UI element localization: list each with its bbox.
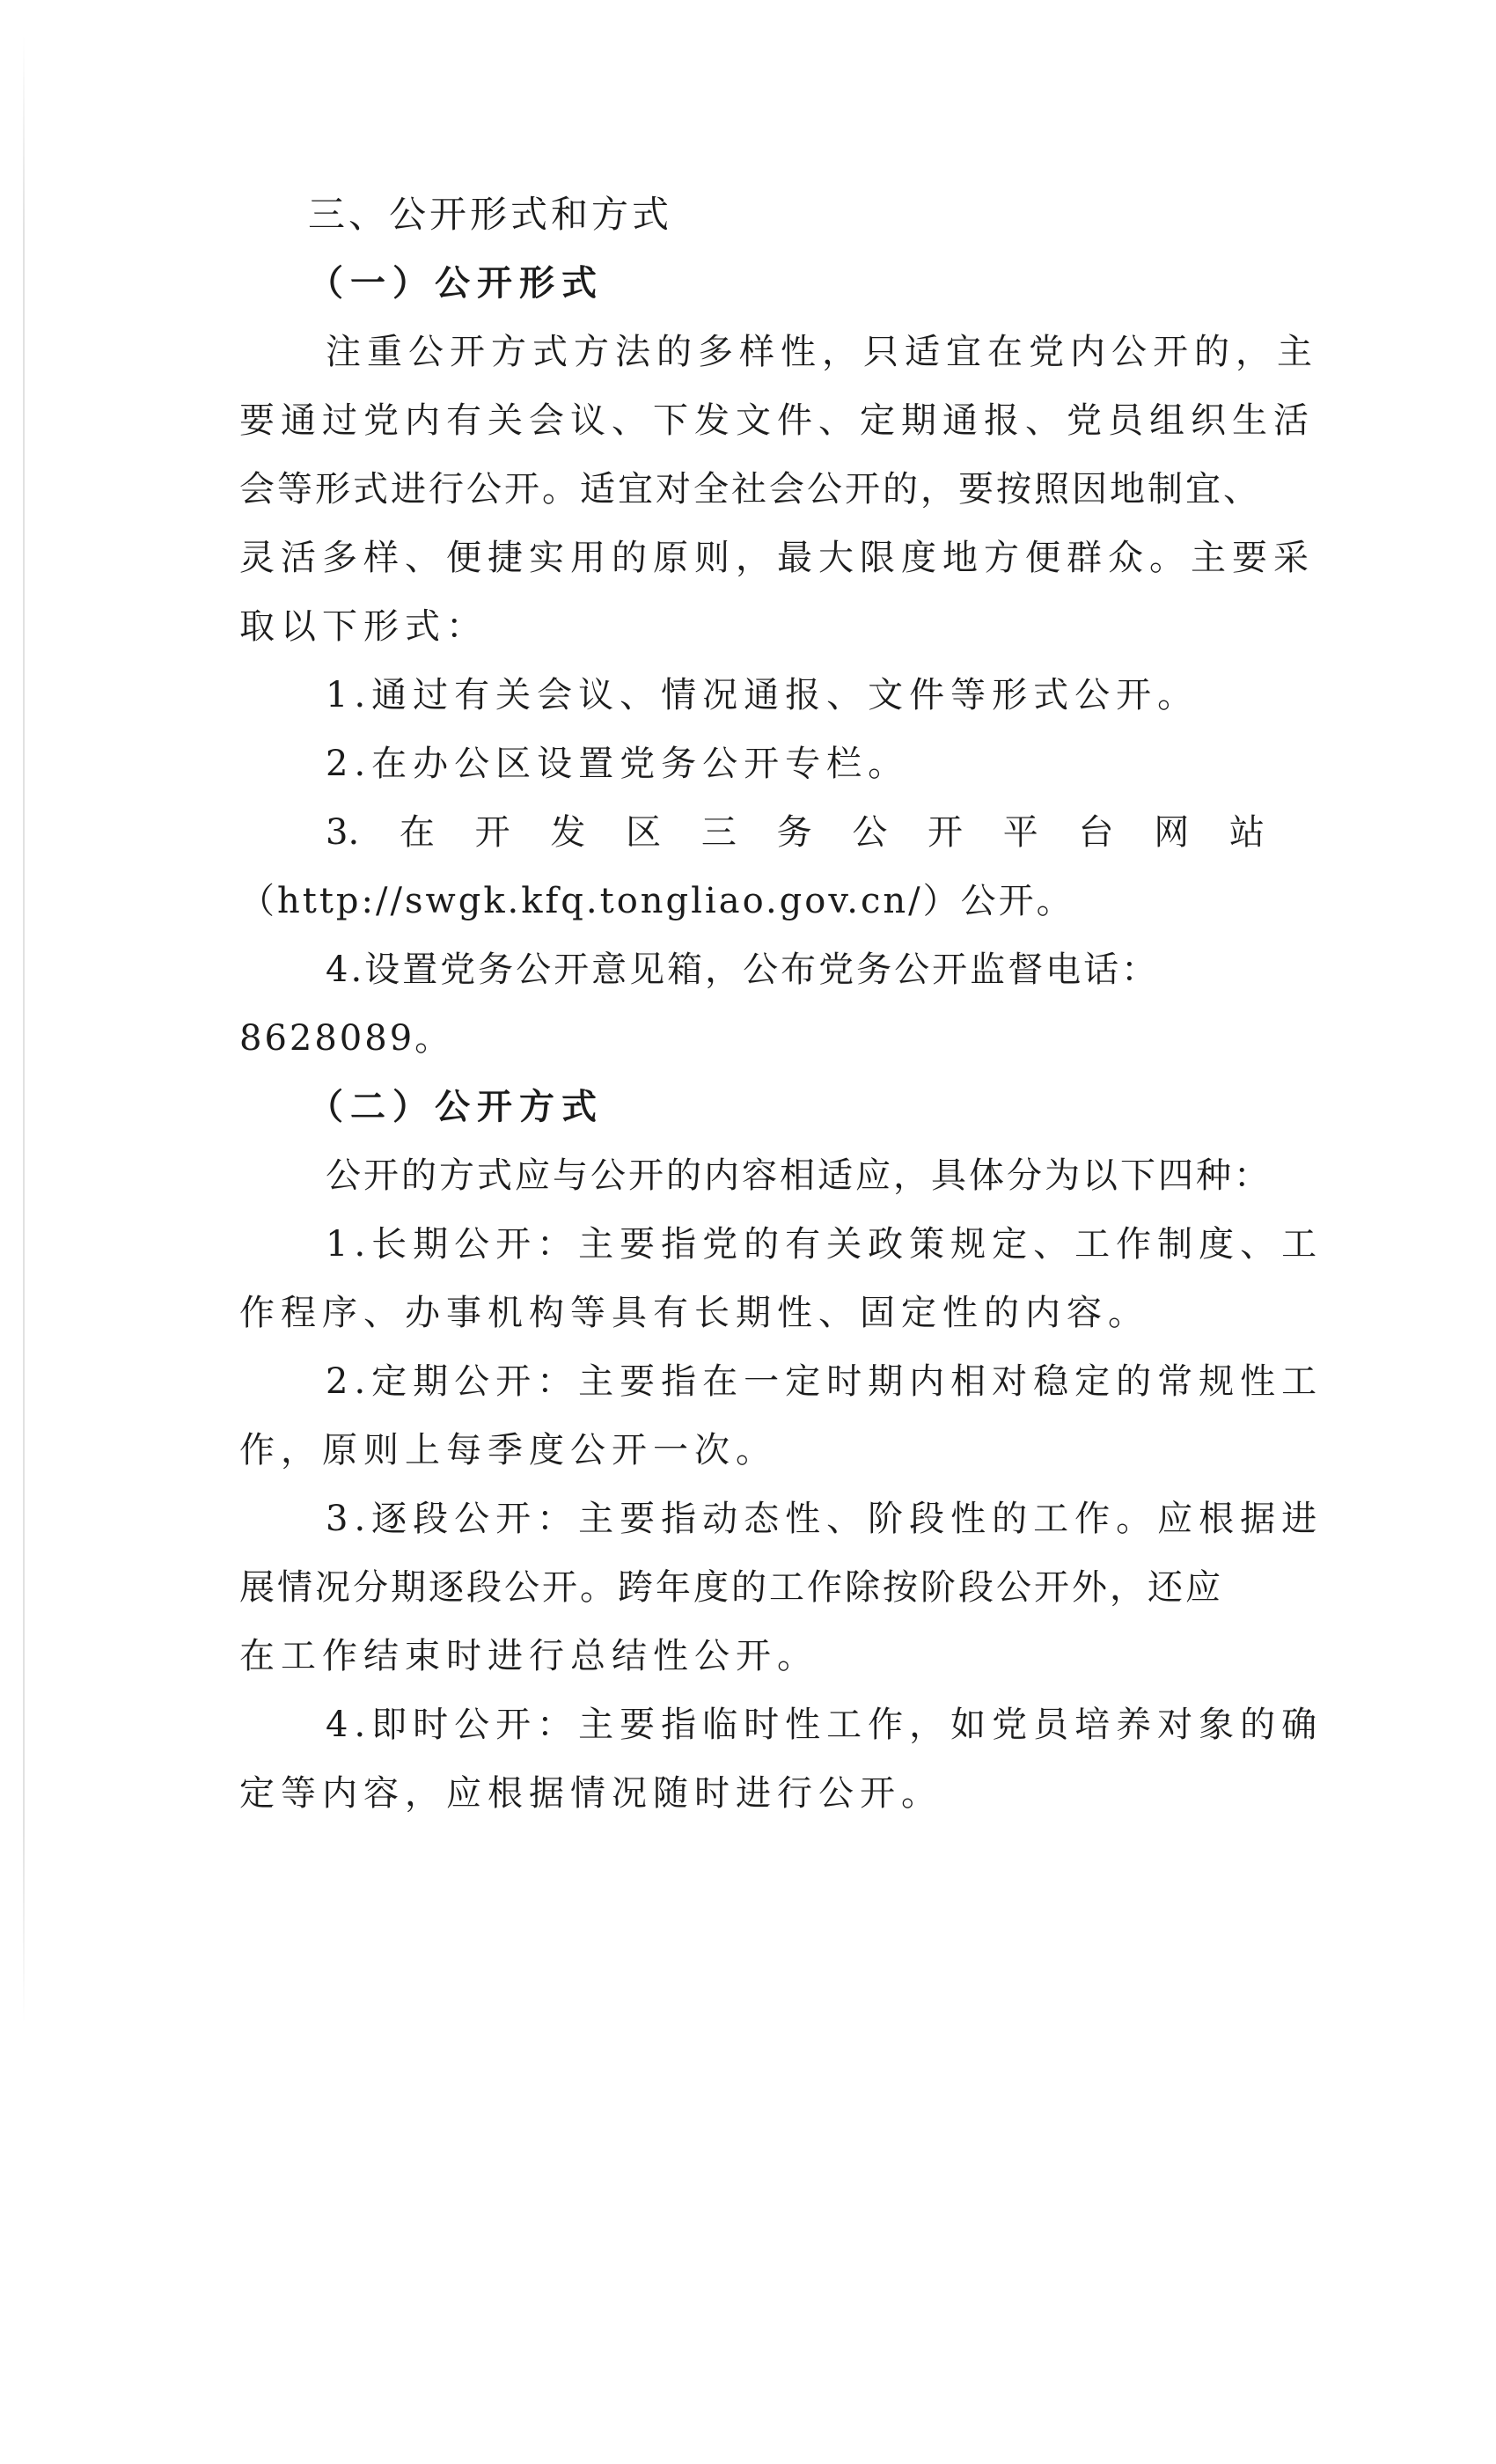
list-item: 1.长期公开：主要指党的有关政策规定、工作制度、工	[326, 1224, 1324, 1265]
justified-token: 开	[474, 812, 510, 853]
subsection-title-methods: （二）公开方式	[308, 1086, 604, 1127]
justified-token: 三	[700, 812, 737, 853]
list-item-continuation: 在工作结束时进行总结性公开。	[239, 1636, 818, 1676]
justified-token: 务	[776, 812, 812, 853]
justified-token: 平	[1002, 812, 1038, 853]
paragraph-line: 灵活多样、便捷实用的原则，最大限度地方便群众。主要采	[239, 538, 1315, 578]
list-item-continuation: 作程序、办事机构等具有长期性、固定性的内容。	[239, 1293, 1149, 1333]
paragraph-line: 公开的方式应与公开的内容相适应，具体分为以下四种：	[326, 1155, 1272, 1196]
document-body	[239, 180, 1324, 1828]
url-line: （http://swgk.kfq.tongliao.gov.cn/）公开。	[239, 881, 1074, 921]
list-item: 1.通过有关会议、情况通报、文件等形式公开。	[326, 675, 1199, 715]
paragraph-line: 要通过党内有关会议、下发文件、定期通报、党员组织生活	[239, 400, 1315, 441]
phone-number: 8628089。	[239, 1018, 453, 1059]
list-item-continuation: 展情况分期逐段公开。跨年度的工作除按阶段公开外，还应	[239, 1567, 1223, 1608]
justified-token: 区	[626, 812, 662, 853]
list-item: 3.逐段公开：主要指动态性、阶段性的工作。应根据进	[326, 1499, 1324, 1539]
list-item-continuation: 定等内容，应根据情况随时进行公开。	[239, 1773, 942, 1814]
scan-edge-line	[23, 35, 25, 2024]
section-title: 三、公开形式和方式	[308, 193, 673, 236]
list-item-justified	[239, 798, 1265, 867]
justified-token: 公	[852, 812, 888, 853]
justified-token: 站	[1228, 812, 1265, 853]
justified-token: 在	[399, 812, 435, 853]
justified-token: 开	[928, 812, 964, 853]
justified-token: 台	[1078, 812, 1114, 853]
list-item: 4.设置党务公开意见箱，公布党务公开监督电话：	[326, 950, 1160, 990]
subsection-title-forms: （一）公开形式	[308, 262, 604, 304]
paragraph-line: 取以下形式：	[239, 606, 488, 647]
justified-token: 网	[1154, 812, 1190, 853]
list-item: 4.即时公开：主要指临时性工作，如党员培养对象的确	[326, 1705, 1324, 1745]
list-item: 2.定期公开：主要指在一定时期内相对稳定的常规性工	[326, 1361, 1324, 1402]
justified-token: 发	[550, 812, 586, 853]
list-item-continuation: 作，原则上每季度公开一次。	[239, 1430, 777, 1470]
paragraph-line: 注重公开方式方法的多样性，只适宜在党内公开的，主	[326, 332, 1318, 372]
paragraph-line: 会等形式进行公开。适宜对全社会公开的，要按照因地制宜、	[239, 469, 1261, 510]
justified-token: 3.	[326, 812, 360, 853]
list-item: 2.在办公区设置党务公开专栏。	[326, 744, 910, 784]
